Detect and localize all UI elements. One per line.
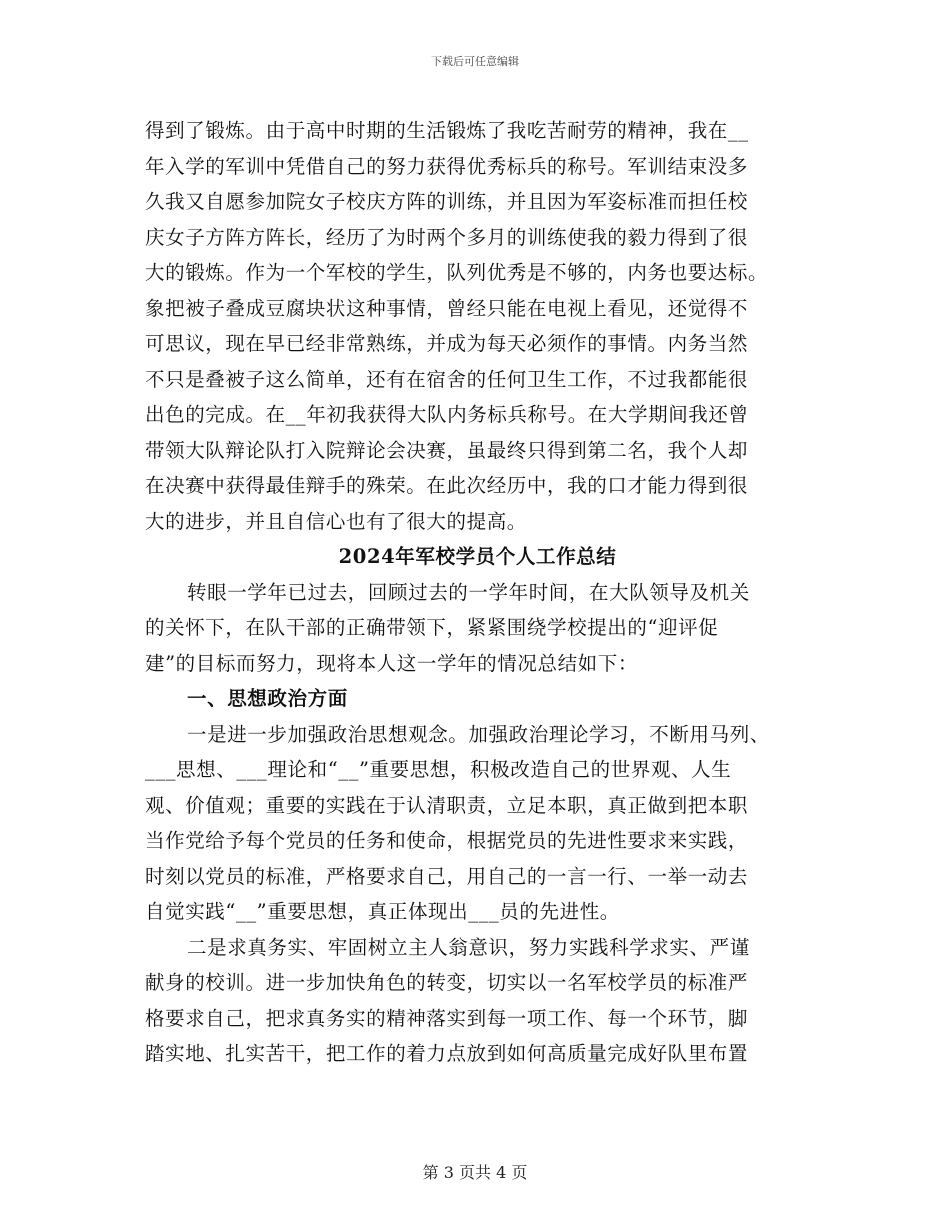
paragraph-line: 时刻以党员的标准，严格要求自己，用自己的一言一行、一举一动去 [145,864,749,888]
paragraph-line: 年入学的军训中凭借自己的努力获得优秀标兵的称号。军训结束没多 [145,154,749,178]
paragraph-line: 的关怀下，在队干部的正确带领下，紧紧围绕学校提出的“迎评促 [145,616,719,639]
paragraph-line: 格要求自己，把求真务实的精神落实到每一项工作、每一个环节，脚 [145,1006,749,1030]
paragraph-line: 二是求真务实、牢固树立主人翁意识，努力实践科学求实、严谨 [187,935,750,959]
section-heading: 一、思想政治方面 [187,687,348,710]
paragraph-line: 一是进一步加强政治思想观念。加强政治理论学习，不断用马列、 [187,722,770,746]
paragraph-line: 大的锻炼。作为一个军校的学生，队列优秀是不够的，内务也要达标。 [145,261,769,284]
paragraph-line: 象把被子叠成豆腐块状这种事情，曾经只能在电视上看见，还觉得不 [145,296,749,320]
paragraph-line: 转眼一学年已过去，回顾过去的一学年时间，在大队领导及机关 [187,580,750,604]
paragraph-line: 庆女子方阵方阵长，经历了为时两个多月的训练使我的毅力得到了很 [145,225,749,249]
paragraph-line: 久我又自愿参加院女子校庆方阵的训练，并且因为军姿标准而担任校 [145,190,749,213]
paragraph-line: 出色的完成。在__年初我获得大队内务标兵称号。在大学期间我还曾 [145,403,749,426]
paragraph-line: 建”的目标而努力，现将本人这一学年的情况总结如下： [145,651,638,675]
paragraph-line: 得到了锻炼。由于高中时期的生活锻炼了我吃苦耐劳的精神，我在__ [145,119,749,142]
paragraph-line: 观、价值观；重要的实践在于认清职责，立足本职，真正做到把本职 [145,793,749,817]
document-title: 2024年军校学员个人工作总结 [338,545,617,568]
paragraph-line: 踏实地、扎实苦干，把工作的着力点放到如何高质量完成好队里布置 [145,1042,749,1065]
paragraph-line: 大的进步，并且自信心也有了很大的提高。 [145,509,527,533]
document-body [145,113,810,1072]
paragraph-line: 不只是叠被子这么简单，还有在宿舍的任何卫生工作，不过我都能很 [145,367,749,391]
paragraph-line: 在决赛中获得最佳辩手的殊荣。在此次经历中，我的口才能力得到很 [145,474,749,497]
paragraph-line: 献身的校训。进一步加快角色的转变，切实以一名军校学员的标准严 [145,971,749,994]
paragraph-line: 当作党给予每个党员的任务和使命，根据党员的先进性要求来实践， [145,829,749,852]
page-header: 下载后可任意编辑 [431,55,519,68]
paragraph-line: ___思想、___理论和“__”重要思想，积极改造自己的世界观、人生 [145,758,732,781]
paragraph-line: 带领大队辩论队打入院辩论会决赛，虽最终只得到第二名，我个人却 [145,438,749,462]
paragraph-line: 可思议，现在早已经非常熟练，并成为每天必须作的事情。内务当然 [145,332,749,355]
paragraph-line: 自觉实践“__”重要思想，真正体现出___员的先进性。 [145,900,620,923]
page-footer: 第 3 页共 4 页 [422,1163,528,1182]
